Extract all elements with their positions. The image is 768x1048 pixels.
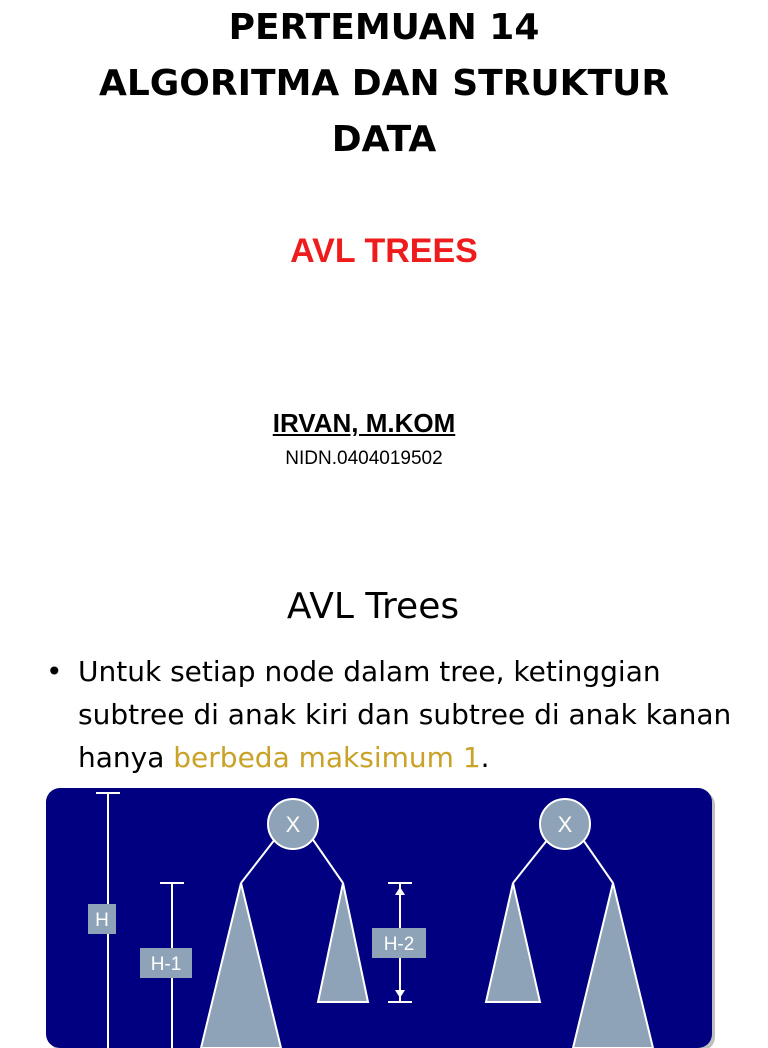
bullet-period: . [480,741,490,774]
left-tree-right-subtree [318,883,368,1002]
title-line-3: DATA [331,119,437,160]
label-h1: H-1 [150,954,182,975]
bullet-text-main: Untuk setiap node dalam tree, ketinggian subtree di anak kiri dan subtree di anak kanan hanya [78,655,732,774]
right-tree-left-subtree [486,883,540,1002]
left-tree-left-subtree [201,883,281,1048]
slide-2-title: AVL Trees [286,586,460,627]
title-line-2: ALGORITMA DAN STRUKTUR [98,63,670,104]
title-line-1: PERTEMUAN 14 [228,7,540,48]
avl-diagram-svg [46,788,712,1048]
left-tree-root-label: X [285,812,301,837]
bullet-highlight: berbeda maksimum 1 [173,741,481,774]
slide-subtitle: AVL TREES [290,232,478,270]
slide-title [0,0,768,168]
bullet-point [46,650,736,779]
author-nidn: NIDN.0404019502 [285,448,443,469]
right-tree [486,799,653,1048]
right-tree-right-subtree [573,883,653,1048]
bullet-text [78,650,736,779]
right-tree-root-label: X [557,812,573,837]
author-name: IRVAN, M.KOM [272,408,456,438]
bullet-icon: • [46,655,63,688]
label-h2: H-2 [383,934,415,955]
label-h: H [95,910,109,931]
left-tree [201,799,368,1048]
avl-diagram [46,788,712,1048]
